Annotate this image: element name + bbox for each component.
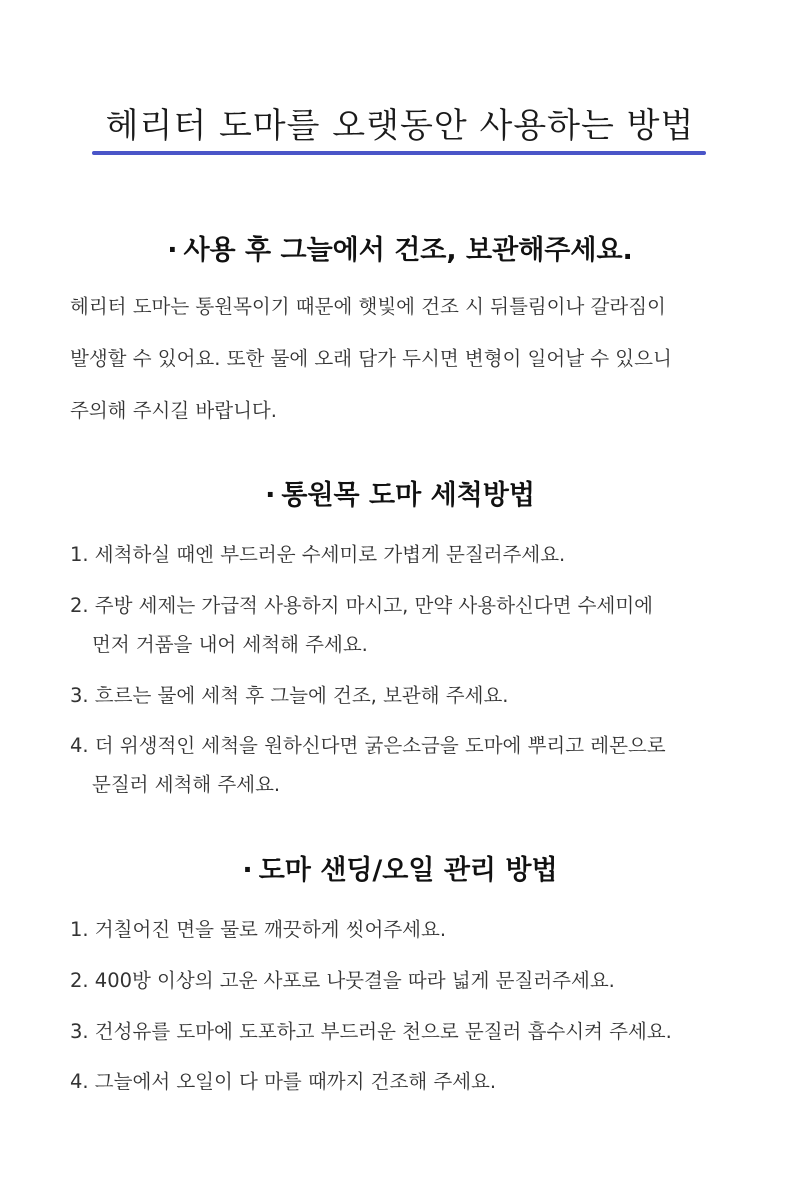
- list-item: 1. 거칠어진 면을 물로 깨끗하게 씻어주세요.: [70, 918, 447, 941]
- section-heading-sanding-oil: [0, 848, 800, 887]
- list-item: 2. 주방 세제는 가급적 사용하지 마시고, 만약 사용하신다면 수세미에: [70, 594, 653, 617]
- section-heading-text: 도마 샌딩/오일 관리 방법: [258, 855, 558, 886]
- list-item: 1. 세척하실 때엔 부드러운 수세미로 가볍게 문질러주세요.: [70, 543, 566, 566]
- section-heading-text: 사용 후 그늘에서 건조, 보관해주세요.: [183, 235, 633, 266]
- title-underline: [92, 151, 706, 155]
- page-title: 헤리터 도마를 오랫동안 사용하는 방법: [105, 106, 695, 146]
- list-item: 3. 흐르는 물에 세척 후 그늘에 건조, 보관해 주세요.: [70, 684, 509, 707]
- paragraph-line: 헤리터 도마는 통원목이기 때문에 햇빛에 건조 시 뒤틀림이나 갈라짐이: [70, 295, 666, 318]
- list-item-continuation: 문질러 세척해 주세요.: [92, 773, 281, 796]
- paragraph-line: 발생할 수 있어요. 또한 물에 오래 담가 두시면 변형이 일어날 수 있으니: [70, 347, 672, 370]
- section-heading-text: 통원목 도마 세척방법: [281, 480, 535, 511]
- list-item: 4. 그늘에서 오일이 다 마를 때까지 건조해 주세요.: [70, 1070, 497, 1093]
- list-item: 2. 400방 이상의 고운 사포로 나뭇결을 따라 넓게 문질러주세요.: [70, 969, 615, 992]
- page-title-wrap: [0, 98, 800, 147]
- list-item: 3. 건성유를 도마에 도포하고 부드러운 천으로 문질러 흡수시켜 주세요.: [70, 1020, 672, 1043]
- list-item-continuation: 먼저 거품을 내어 세척해 주세요.: [92, 633, 368, 656]
- bullet-dot-icon: ·: [265, 480, 276, 511]
- bullet-dot-icon: ·: [167, 235, 178, 266]
- paragraph-line: 주의해 주시길 바랍니다.: [70, 399, 277, 422]
- section-heading-washing: [0, 473, 800, 512]
- list-item: 4. 더 위생적인 세척을 원하신다면 굵은소금을 도마에 뿌리고 레몬으로: [70, 734, 666, 757]
- section-heading-storage: [0, 228, 800, 267]
- bullet-dot-icon: ·: [242, 855, 253, 886]
